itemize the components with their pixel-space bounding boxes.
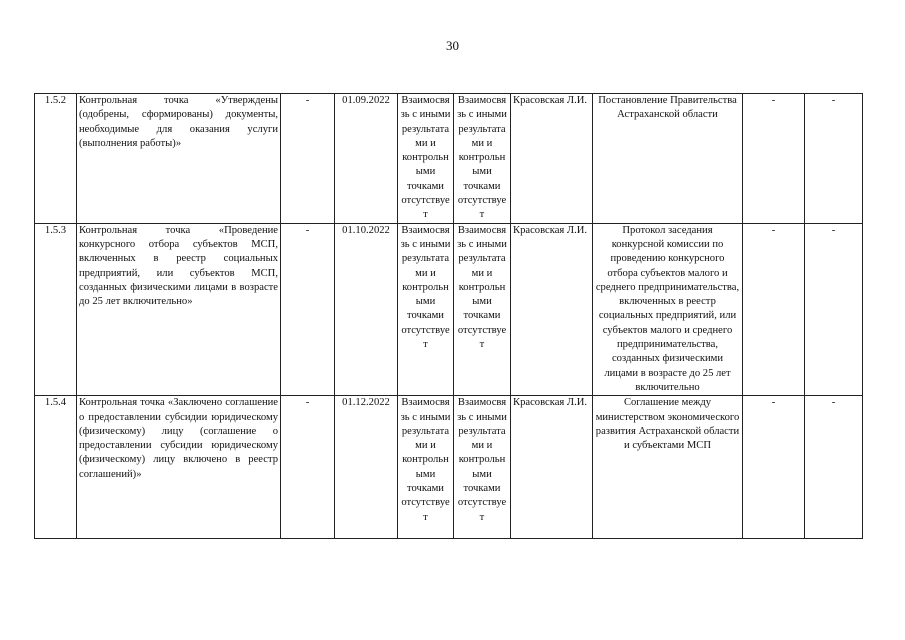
control-point-description: Контрольная точка «Утверждены (одобрены, сформированы) документы, необходимые для оказания услуги (выполнения работы)» (77, 94, 281, 224)
successor-relation: Взаимосвязь с иными результатами и контрольными точками отсутствует (454, 94, 511, 224)
predecessor-relation: Взаимосвязь с иными результатами и контрольными точками отсутствует (398, 94, 454, 224)
row-number: 1.5.4 (35, 396, 77, 539)
information-system: - (805, 396, 863, 539)
result-document: Постановление Правительства Астраханской области (593, 94, 743, 224)
successor-relation: Взаимосвязь с иными результатами и контрольными точками отсутствует (454, 223, 511, 396)
responsible-person: Красовская Л.И. (511, 223, 593, 396)
control-point-description: Контрольная точка «Заключено соглашение о предоставлении субсидии юридическому (физическому) лицу (соглашение о предоставлении субсидии юридическому (физическому) лицу включено в реестр соглашений)» (77, 396, 281, 539)
end-date: 01.12.2022 (335, 396, 398, 539)
control-level: - (743, 396, 805, 539)
end-date: 01.09.2022 (335, 94, 398, 224)
end-date: 01.10.2022 (335, 223, 398, 396)
table-row (35, 94, 863, 224)
information-system: - (805, 94, 863, 224)
control-level: - (743, 94, 805, 224)
predecessor-relation: Взаимосвязь с иными результатами и контрольными точками отсутствует (398, 223, 454, 396)
row-number: 1.5.3 (35, 223, 77, 396)
table-row (35, 223, 863, 396)
start-date: - (281, 223, 335, 396)
table-row (35, 396, 863, 539)
row-number: 1.5.2 (35, 94, 77, 224)
responsible-person: Красовская Л.И. (511, 396, 593, 539)
start-date: - (281, 94, 335, 224)
control-point-description: Контрольная точка «Проведение конкурсного отбора субъектов МСП, включенных в реестр социальных предприятий, или субъектов МСП, созданных физическими лицами в возрасте до 25 лет включительно» (77, 223, 281, 396)
predecessor-relation: Взаимосвязь с иными результатами и контрольными точками отсутствует (398, 396, 454, 539)
result-document: Соглашение между министерством экономического развития Астраханской области и субъектами МСП (593, 396, 743, 539)
control-points-table (34, 93, 863, 539)
start-date: - (281, 396, 335, 539)
information-system: - (805, 223, 863, 396)
result-document: Протокол заседания конкурсной комиссии по проведению конкурсного отбора субъектов малого и среднего предпринимательства, включенных в реестр социальных предприятий, или субъектов малого и среднего предпринимательства, созданных физическими лицами в возрасте до 25 лет включительно (593, 223, 743, 396)
successor-relation: Взаимосвязь с иными результатами и контрольными точками отсутствует (454, 396, 511, 539)
control-level: - (743, 223, 805, 396)
page-number: 30 (446, 38, 459, 53)
responsible-person: Красовская Л.И. (511, 94, 593, 224)
